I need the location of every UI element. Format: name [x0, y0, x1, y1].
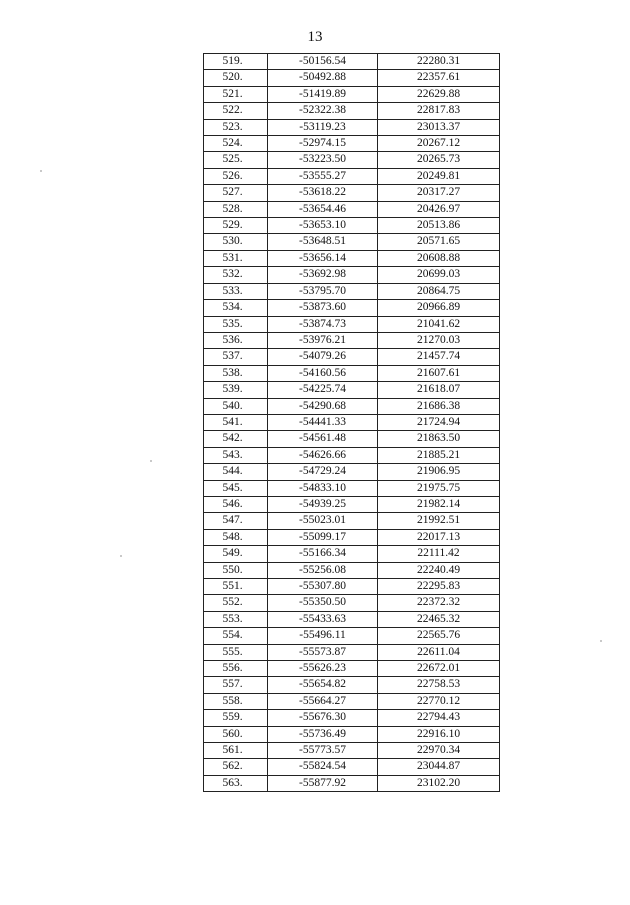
table-row: [204, 152, 500, 168]
x-coordinate-cell: -55099.17: [268, 529, 378, 545]
x-coordinate-cell: -54441.33: [268, 414, 378, 430]
point-number-cell: 531.: [204, 250, 268, 266]
y-coordinate-cell: 22758.53: [378, 677, 500, 693]
table-row: [204, 185, 500, 201]
y-coordinate-cell: 21885.21: [378, 447, 500, 463]
x-coordinate-cell: -53976.21: [268, 332, 378, 348]
y-coordinate-cell: 21041.62: [378, 316, 500, 332]
table-row: [204, 349, 500, 365]
point-number-cell: 528.: [204, 201, 268, 217]
point-number-cell: 563.: [204, 775, 268, 791]
y-coordinate-cell: 23102.20: [378, 775, 500, 791]
point-number-cell: 527.: [204, 185, 268, 201]
point-number-cell: 526.: [204, 168, 268, 184]
table-row: [204, 103, 500, 119]
y-coordinate-cell: 20966.89: [378, 300, 500, 316]
y-coordinate-cell: 22565.76: [378, 628, 500, 644]
x-coordinate-cell: -54225.74: [268, 382, 378, 398]
y-coordinate-cell: 22916.10: [378, 726, 500, 742]
table-row: [204, 677, 500, 693]
x-coordinate-cell: -55496.11: [268, 628, 378, 644]
y-coordinate-cell: 22629.88: [378, 86, 500, 102]
x-coordinate-cell: -55824.54: [268, 759, 378, 775]
table-row: [204, 250, 500, 266]
x-coordinate-cell: -55664.27: [268, 693, 378, 709]
page-number: 13: [307, 29, 323, 45]
point-number-cell: 550.: [204, 562, 268, 578]
y-coordinate-cell: 22240.49: [378, 562, 500, 578]
y-coordinate-cell: 21686.38: [378, 398, 500, 414]
point-number-cell: 536.: [204, 332, 268, 348]
table-row: [204, 529, 500, 545]
point-number-cell: 554.: [204, 628, 268, 644]
point-number-cell: 557.: [204, 677, 268, 693]
table-row: [204, 201, 500, 217]
x-coordinate-cell: -50156.54: [268, 54, 378, 70]
table-row: [204, 316, 500, 332]
y-coordinate-cell: 20608.88: [378, 250, 500, 266]
coordinates-table-body: [204, 54, 500, 792]
point-number-cell: 544.: [204, 464, 268, 480]
table-row: [204, 693, 500, 709]
table-row: [204, 726, 500, 742]
y-coordinate-cell: 22357.61: [378, 70, 500, 86]
table-row: [204, 119, 500, 135]
x-coordinate-cell: -53555.27: [268, 168, 378, 184]
table-row: [204, 54, 500, 70]
scan-speck: [120, 555, 122, 557]
y-coordinate-cell: 22794.43: [378, 710, 500, 726]
table-row: [204, 644, 500, 660]
point-number-cell: 525.: [204, 152, 268, 168]
x-coordinate-cell: -55877.92: [268, 775, 378, 791]
table-row: [204, 628, 500, 644]
y-coordinate-cell: 20426.97: [378, 201, 500, 217]
x-coordinate-cell: -53795.70: [268, 283, 378, 299]
table-row: [204, 218, 500, 234]
y-coordinate-cell: 20249.81: [378, 168, 500, 184]
point-number-cell: 534.: [204, 300, 268, 316]
table-row: [204, 759, 500, 775]
x-coordinate-cell: -55023.01: [268, 513, 378, 529]
table-row: [204, 283, 500, 299]
table-row: [204, 661, 500, 677]
y-coordinate-cell: 20317.27: [378, 185, 500, 201]
point-number-cell: 519.: [204, 54, 268, 70]
x-coordinate-cell: -54079.26: [268, 349, 378, 365]
point-number-cell: 540.: [204, 398, 268, 414]
coordinates-table-container: [203, 53, 500, 792]
x-coordinate-cell: -55573.87: [268, 644, 378, 660]
point-number-cell: 556.: [204, 661, 268, 677]
x-coordinate-cell: -55166.34: [268, 546, 378, 562]
x-coordinate-cell: -53618.22: [268, 185, 378, 201]
point-number-cell: 530.: [204, 234, 268, 250]
x-coordinate-cell: -53874.73: [268, 316, 378, 332]
table-row: [204, 168, 500, 184]
table-row: [204, 513, 500, 529]
x-coordinate-cell: -53656.14: [268, 250, 378, 266]
y-coordinate-cell: 22017.13: [378, 529, 500, 545]
point-number-cell: 538.: [204, 365, 268, 381]
point-number-cell: 561.: [204, 743, 268, 759]
x-coordinate-cell: -53653.10: [268, 218, 378, 234]
point-number-cell: 547.: [204, 513, 268, 529]
table-row: [204, 546, 500, 562]
point-number-cell: 545.: [204, 480, 268, 496]
table-row: [204, 775, 500, 791]
coordinates-table: [203, 53, 500, 792]
y-coordinate-cell: 21724.94: [378, 414, 500, 430]
table-row: [204, 611, 500, 627]
point-number-cell: 529.: [204, 218, 268, 234]
y-coordinate-cell: 21863.50: [378, 431, 500, 447]
y-coordinate-cell: 20864.75: [378, 283, 500, 299]
x-coordinate-cell: -54833.10: [268, 480, 378, 496]
point-number-cell: 535.: [204, 316, 268, 332]
table-row: [204, 595, 500, 611]
x-coordinate-cell: -53654.46: [268, 201, 378, 217]
y-coordinate-cell: 20265.73: [378, 152, 500, 168]
y-coordinate-cell: 21618.07: [378, 382, 500, 398]
y-coordinate-cell: 21270.03: [378, 332, 500, 348]
y-coordinate-cell: 21982.14: [378, 496, 500, 512]
table-row: [204, 70, 500, 86]
x-coordinate-cell: -54939.25: [268, 496, 378, 512]
point-number-cell: 552.: [204, 595, 268, 611]
scan-speck: [40, 170, 42, 172]
table-row: [204, 579, 500, 595]
point-number-cell: 537.: [204, 349, 268, 365]
table-row: [204, 86, 500, 102]
table-row: [204, 447, 500, 463]
y-coordinate-cell: 21992.51: [378, 513, 500, 529]
x-coordinate-cell: -55350.50: [268, 595, 378, 611]
x-coordinate-cell: -55773.57: [268, 743, 378, 759]
x-coordinate-cell: -54290.68: [268, 398, 378, 414]
table-row: [204, 365, 500, 381]
point-number-cell: 546.: [204, 496, 268, 512]
y-coordinate-cell: 22372.32: [378, 595, 500, 611]
x-coordinate-cell: -55307.80: [268, 579, 378, 595]
table-row: [204, 267, 500, 283]
x-coordinate-cell: -51419.89: [268, 86, 378, 102]
table-row: [204, 480, 500, 496]
table-row: [204, 398, 500, 414]
x-coordinate-cell: -52322.38: [268, 103, 378, 119]
y-coordinate-cell: 22817.83: [378, 103, 500, 119]
y-coordinate-cell: 21457.74: [378, 349, 500, 365]
y-coordinate-cell: 21906.95: [378, 464, 500, 480]
table-row: [204, 562, 500, 578]
x-coordinate-cell: -53223.50: [268, 152, 378, 168]
table-row: [204, 300, 500, 316]
y-coordinate-cell: 20699.03: [378, 267, 500, 283]
point-number-cell: 543.: [204, 447, 268, 463]
x-coordinate-cell: -55736.49: [268, 726, 378, 742]
y-coordinate-cell: 20513.86: [378, 218, 500, 234]
table-row: [204, 496, 500, 512]
y-coordinate-cell: 22672.01: [378, 661, 500, 677]
x-coordinate-cell: -53119.23: [268, 119, 378, 135]
point-number-cell: 558.: [204, 693, 268, 709]
point-number-cell: 521.: [204, 86, 268, 102]
point-number-cell: 560.: [204, 726, 268, 742]
point-number-cell: 532.: [204, 267, 268, 283]
y-coordinate-cell: 22280.31: [378, 54, 500, 70]
x-coordinate-cell: -55256.08: [268, 562, 378, 578]
x-coordinate-cell: -53873.60: [268, 300, 378, 316]
table-row: [204, 743, 500, 759]
x-coordinate-cell: -50492.88: [268, 70, 378, 86]
point-number-cell: 522.: [204, 103, 268, 119]
point-number-cell: 562.: [204, 759, 268, 775]
table-row: [204, 332, 500, 348]
point-number-cell: 523.: [204, 119, 268, 135]
table-row: [204, 382, 500, 398]
y-coordinate-cell: 22770.12: [378, 693, 500, 709]
x-coordinate-cell: -54729.24: [268, 464, 378, 480]
table-row: [204, 234, 500, 250]
table-row: [204, 710, 500, 726]
table-row: [204, 414, 500, 430]
table-row: [204, 464, 500, 480]
x-coordinate-cell: -55676.30: [268, 710, 378, 726]
point-number-cell: 559.: [204, 710, 268, 726]
x-coordinate-cell: -55626.23: [268, 661, 378, 677]
y-coordinate-cell: 23013.37: [378, 119, 500, 135]
scan-speck: [150, 460, 152, 462]
x-coordinate-cell: -52974.15: [268, 136, 378, 152]
y-coordinate-cell: 22111.42: [378, 546, 500, 562]
point-number-cell: 533.: [204, 283, 268, 299]
x-coordinate-cell: -54626.66: [268, 447, 378, 463]
y-coordinate-cell: 22465.32: [378, 611, 500, 627]
y-coordinate-cell: 20267.12: [378, 136, 500, 152]
point-number-cell: 539.: [204, 382, 268, 398]
x-coordinate-cell: -53692.98: [268, 267, 378, 283]
y-coordinate-cell: 23044.87: [378, 759, 500, 775]
y-coordinate-cell: 20571.65: [378, 234, 500, 250]
point-number-cell: 549.: [204, 546, 268, 562]
y-coordinate-cell: 22970.34: [378, 743, 500, 759]
point-number-cell: 524.: [204, 136, 268, 152]
point-number-cell: 541.: [204, 414, 268, 430]
point-number-cell: 551.: [204, 579, 268, 595]
point-number-cell: 520.: [204, 70, 268, 86]
table-row: [204, 136, 500, 152]
y-coordinate-cell: 21607.61: [378, 365, 500, 381]
x-coordinate-cell: -54561.48: [268, 431, 378, 447]
point-number-cell: 542.: [204, 431, 268, 447]
point-number-cell: 548.: [204, 529, 268, 545]
point-number-cell: 555.: [204, 644, 268, 660]
x-coordinate-cell: -55433.63: [268, 611, 378, 627]
x-coordinate-cell: -54160.56: [268, 365, 378, 381]
y-coordinate-cell: 22611.04: [378, 644, 500, 660]
point-number-cell: 553.: [204, 611, 268, 627]
y-coordinate-cell: 21975.75: [378, 480, 500, 496]
x-coordinate-cell: -55654.82: [268, 677, 378, 693]
table-row: [204, 431, 500, 447]
scan-speck: [600, 640, 602, 642]
x-coordinate-cell: -53648.51: [268, 234, 378, 250]
y-coordinate-cell: 22295.83: [378, 579, 500, 595]
